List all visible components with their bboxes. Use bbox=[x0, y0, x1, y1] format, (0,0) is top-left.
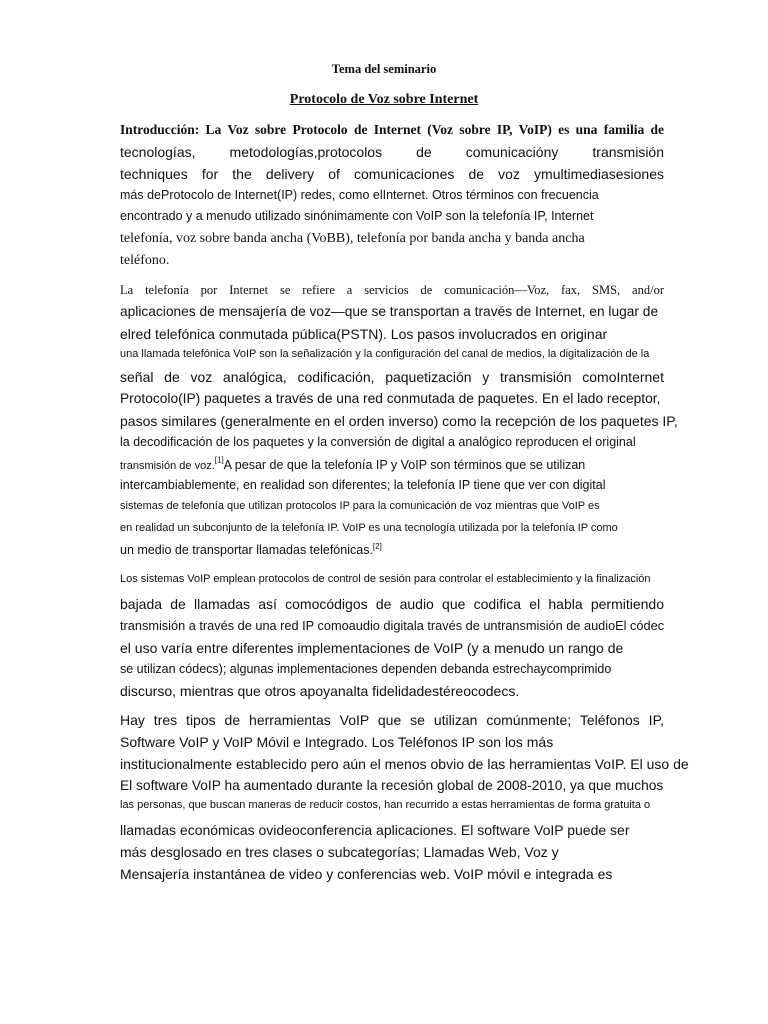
line-text: un medio de transportar llamadas telefónicas. bbox=[120, 543, 373, 557]
paragraph-line: más desglosado en tres clases o subcategorías; Llamadas Web, Voz y bbox=[120, 844, 559, 860]
line-rest-text: A pesar de que la telefonía IP y VoIP son términos que se utilizan bbox=[223, 458, 586, 472]
paragraph-line: más deProtocolo de Internet(IP) redes, como elInternet. Otros términos con frecuencia bbox=[120, 188, 599, 202]
paragraph-line: transmisión a través de una red IP comoaudio digitala través de untransmisión de audioEl códec bbox=[120, 618, 665, 633]
paragraph-line: Software VoIP y VoIP Móvil e Integrado. Los Teléfonos IP son los más bbox=[120, 734, 554, 750]
paragraph-line: sistemas de telefonía que utilizan protocolos IP para la comunicación de voz mientras que VoIP es bbox=[120, 500, 600, 512]
paragraph-line: la decodificación de los paquetes y la conversión de digital a analógico reproducen el original bbox=[120, 435, 636, 449]
paragraph-line bbox=[120, 456, 664, 474]
paragraph-line bbox=[120, 543, 664, 557]
paragraph-line: El software VoIP ha aumentado durante la recesión global de 2008-2010, ya que muchos bbox=[120, 778, 664, 793]
paragraph-line: bajada de llamadas así comocódigos de audio que codifica el habla permitiendo bbox=[120, 596, 664, 612]
paragraph-line: Los sistemas VoIP emplean protocolos de control de sesión para controlar el establecimiento y la finalización bbox=[120, 573, 651, 585]
paragraph-line: techniques for the delivery of comunicaciones de voz ymultimediasesiones bbox=[120, 166, 664, 182]
seminar-topic-label: Tema del seminario bbox=[331, 62, 437, 76]
paragraph-line: señal de voz analógica, codificación, paquetización y transmisión comoInternet bbox=[120, 369, 664, 385]
paragraph-line: pasos similares (generalmente en el orden inverso) como la recepción de los paquetes IP, bbox=[120, 413, 678, 429]
paragraph-line: Hay tres tipos de herramientas VoIP que se utilizan comúnmente; Teléfonos IP, bbox=[120, 712, 664, 728]
paragraph-line: encontrado y a menudo utilizado sinónimamente con VoIP son la telefonía IP, Internet bbox=[120, 209, 594, 223]
paragraph-line: se utilizan códecs); algunas implementaciones dependen debanda estrechaycomprimido bbox=[120, 662, 612, 676]
paragraph-line: las personas, que buscan maneras de reducir costos, han recurrido a estas herramientas de forma gratuita o bbox=[120, 799, 651, 811]
paragraph-line: institucionalmente establecido pero aún el menos obvio de las herramientas VoIP. El uso de bbox=[120, 756, 689, 772]
paragraph-line: telefonía, voz sobre banda ancha (VoBB), telefonía por banda ancha y banda ancha bbox=[120, 231, 585, 246]
paragraph-line: Mensajería instantánea de video y conferencias web. VoIP móvil e integrada es bbox=[120, 866, 613, 882]
paragraph-line: teléfono. bbox=[120, 253, 170, 268]
paragraph-line: llamadas económicas ovideoconferencia aplicaciones. El software VoIP puede ser bbox=[120, 822, 630, 838]
citation-ref-1[interactable]: [1] bbox=[214, 455, 224, 465]
paragraph-line: Protocolo(IP) paquetes a través de una red conmutada de paquetes. En el lado receptor, bbox=[120, 391, 661, 406]
paragraph-line: Introducción: La Voz sobre Protocolo de Internet (Voz sobre IP, VoIP) es una familia de bbox=[120, 122, 664, 137]
paragraph-line: elred telefónica conmutada pública(PSTN). Los pasos involucrados en originar bbox=[120, 326, 608, 342]
document-title: Protocolo de Voz sobre Internet bbox=[289, 92, 479, 107]
paragraph-line: intercambiablemente, en realidad son diferentes; la telefonía IP tiene que ver con digital bbox=[120, 478, 606, 492]
paragraph-line: en realidad un subconjunto de la telefonía IP. VoIP es una tecnología utilizada por la telefonía IP como bbox=[120, 522, 618, 534]
paragraph-line: aplicaciones de mensajería de voz—que se transportan a través de Internet, en lugar de bbox=[120, 304, 659, 319]
paragraph-line: tecnologías, metodologías,protocolos de comunicacióny transmisión bbox=[120, 144, 664, 160]
citation-ref-2[interactable]: [2] bbox=[372, 541, 382, 551]
paragraph-line: el uso varía entre diferentes implementaciones de VoIP (y a menudo un rango de bbox=[120, 640, 624, 656]
paragraph-line: discurso, mientras que otros apoyanalta fidelidadestéreocodecs. bbox=[120, 683, 520, 699]
paragraph-line: una llamada telefónica VoIP son la señalización y la configuración del canal de medios, la digitalización de la bbox=[120, 348, 650, 360]
paragraph-line: La telefonía por Internet se refiere a servicios de comunicación—Voz, fax, SMS, and/or bbox=[120, 283, 664, 297]
line-lead-text: transmisión de voz. bbox=[120, 460, 215, 472]
